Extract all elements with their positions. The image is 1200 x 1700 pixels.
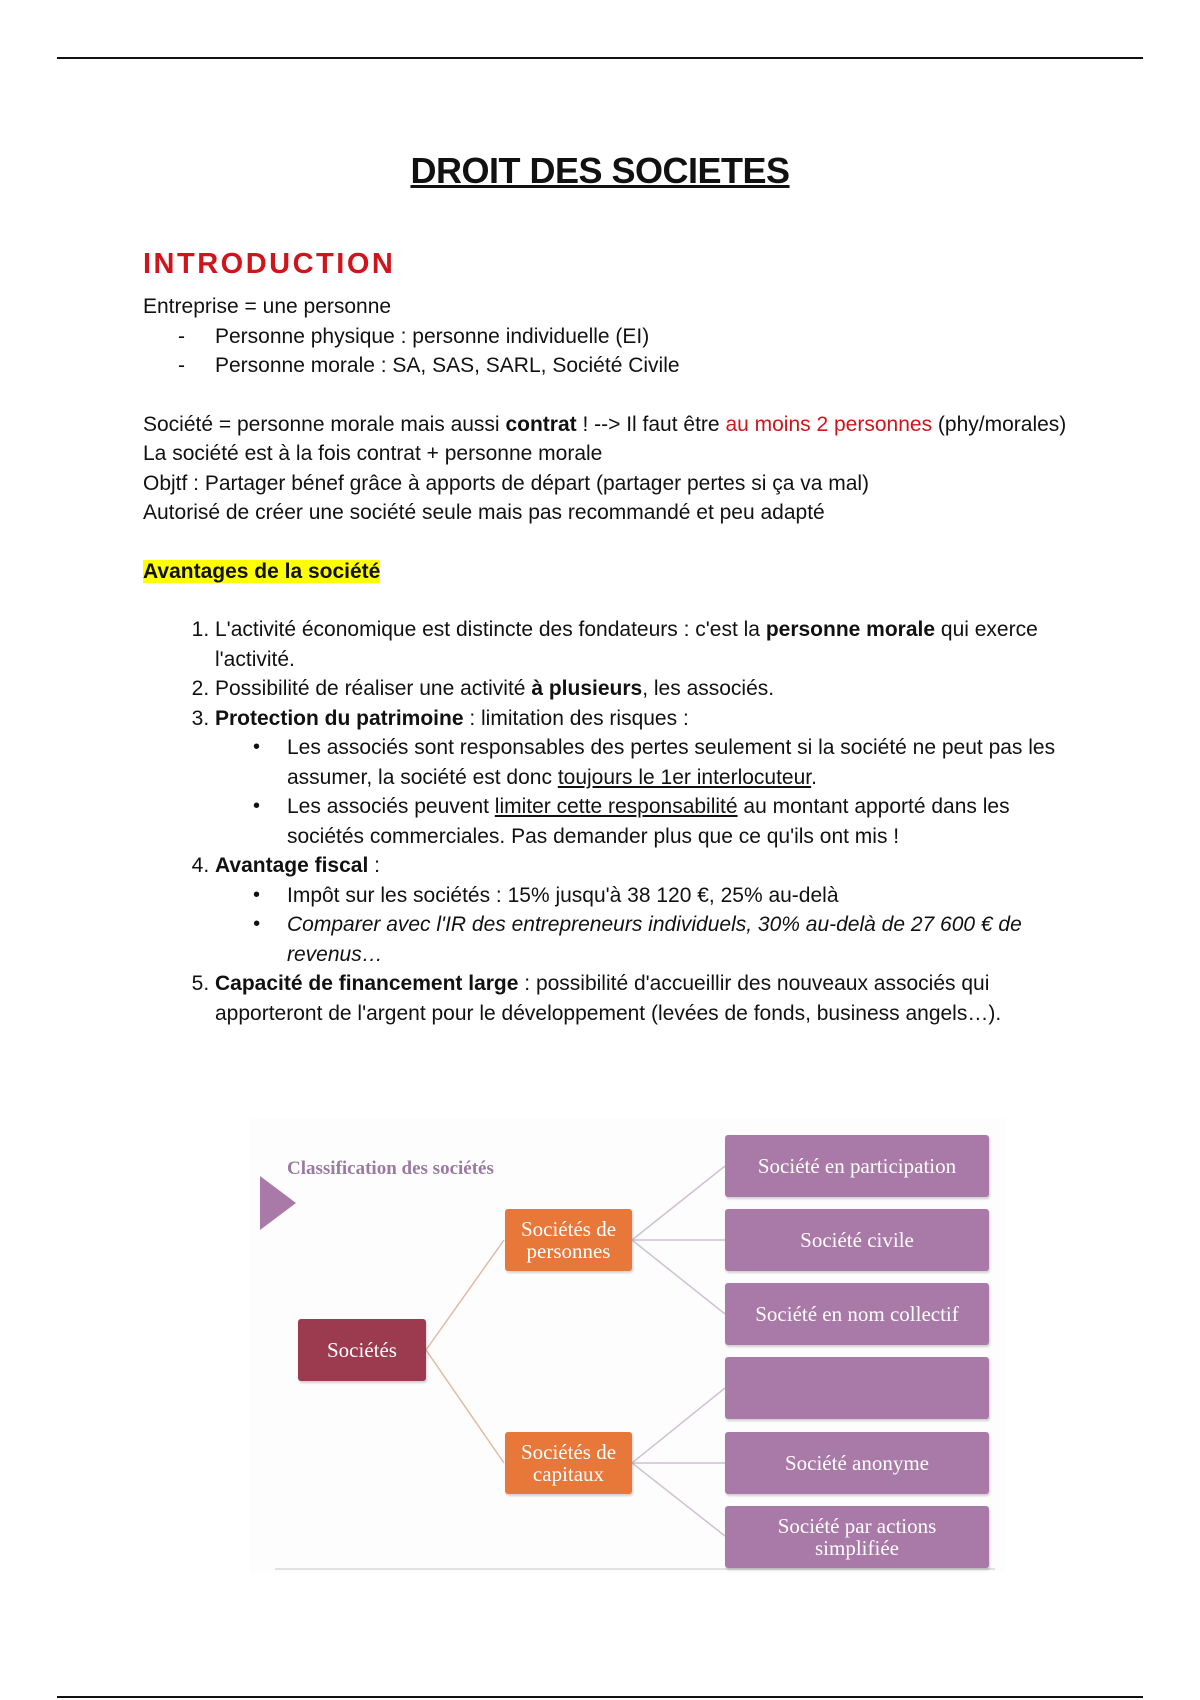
node-societe-en-participation: Société en participation xyxy=(725,1135,989,1197)
societe-definition: Société = personne morale mais aussi contrat ! --> Il faut être au moins 2 personnes (phy/morales) xyxy=(143,412,1067,436)
document-body xyxy=(143,240,1073,1028)
connector-line xyxy=(632,1240,725,1314)
list-item: 5. Capacité de financement large : possibilité d'accueillir des nouveaux associés qui apporteront de l'argent pour le développement (levées de fonds, business angels…). xyxy=(215,969,1073,1028)
node-societes: Sociétés xyxy=(298,1319,426,1381)
intro-line: Entreprise = une personne xyxy=(143,295,392,318)
classification-diagram xyxy=(250,1118,1005,1573)
highlight-red: au moins 2 personnes xyxy=(725,412,933,436)
bottom-rule xyxy=(57,1696,1143,1698)
intro-line: Autorisé de créer une société seule mais pas recommandé et peu adapté xyxy=(143,501,825,524)
advantages-list xyxy=(143,615,1073,1028)
advantages-heading: Avantages de la société xyxy=(143,559,381,583)
sub-list-item: • Les associés peuvent limiter cette responsabilité au montant apporté dans les sociétés commerciales. Pas demander plus que ce qu'ils ont mis ! xyxy=(287,792,1073,851)
sub-list-item: • Comparer avec l'IR des entrepreneurs individuels, 30% au-delà de 27 600 € de revenus… xyxy=(287,910,1073,969)
diagram-title: Classification des sociétés xyxy=(287,1158,494,1179)
node-societes-de-capitaux: Sociétés de capitaux xyxy=(505,1432,632,1494)
triangle-marker-icon xyxy=(260,1176,296,1230)
page-title: DROIT DES SOCIETES xyxy=(410,150,790,191)
node-societe-anonyme: Société anonyme xyxy=(725,1432,989,1494)
sub-list xyxy=(215,733,1073,851)
node-sas: Société par actions simplifiée xyxy=(725,1506,989,1568)
section-heading-introduction: INTRODUCTION xyxy=(143,248,396,280)
list-item: 3. Protection du patrimoine : limitation des risques : • Les associés sont responsables des pertes seulement si la société ne peut pas les assumer, la société est donc toujours le 1er interlocuteur. • Les associés peuvent limiter cette responsabilité au montant apporté dans les sociétés commerciales. Pas demander plus que ce qu'ils ont mis ! xyxy=(215,704,1073,852)
node-societe-civile: Société civile xyxy=(725,1209,989,1271)
sub-list-item: • Les associés sont responsables des pertes seulement si la société ne peut pas les assumer, la société est donc toujours le 1er interlocuteur. xyxy=(287,733,1073,792)
list-item: 2. Possibilité de réaliser une activité à plusieurs, les associés. xyxy=(215,674,1073,704)
intro-line: La société est à la fois contrat + personne morale xyxy=(143,442,603,465)
sub-list xyxy=(215,881,1073,970)
intro-line: Objtf : Partager bénef grâce à apports de départ (partager pertes si ça va mal) xyxy=(143,471,870,495)
node-societes-de-personnes: Sociétés de personnes xyxy=(505,1209,632,1271)
list-item: 4. Avantage fiscal : • Impôt sur les sociétés : 15% jusqu'à 38 120 €, 25% au-delà • Comparer avec l'IR des entrepreneurs individuels, 30% au-delà de 27 600 € de revenus… xyxy=(215,851,1073,969)
node-societe-en-nom-collectif: Société en nom collectif xyxy=(725,1283,989,1345)
node-empty xyxy=(725,1357,989,1419)
connector-line xyxy=(632,1166,725,1240)
connector-line xyxy=(426,1350,504,1463)
connector-line xyxy=(632,1463,725,1536)
list-item: - Personne morale : SA, SAS, SARL, Société Civile xyxy=(178,351,1073,381)
person-type-list xyxy=(143,322,1073,381)
connector-line xyxy=(632,1388,725,1463)
top-rule xyxy=(57,57,1143,59)
connector-line xyxy=(426,1240,504,1350)
sub-list-item: • Impôt sur les sociétés : 15% jusqu'à 38 120 €, 25% au-delà xyxy=(287,881,1073,911)
list-item: - Personne physique : personne individuelle (EI) xyxy=(178,322,1073,352)
list-item: 1. L'activité économique est distincte des fondateurs : c'est la personne morale qui exerce l'activité. xyxy=(215,615,1073,674)
